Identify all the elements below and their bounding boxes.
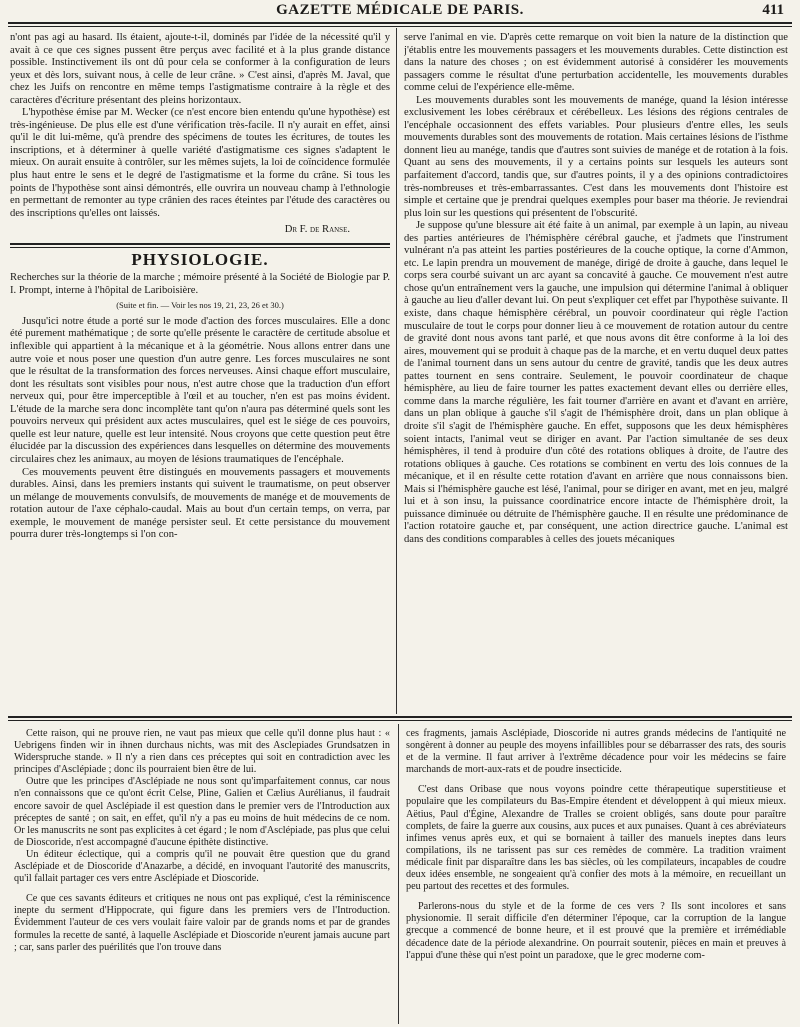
feuilleton-rule [8,716,792,721]
paragraph: Parlerons-nous du style et de la forme de ces vers ? Ils sont incolores et sans physionomie. Il serait difficile d'en déterminer l'époque, car la corruption de la langue grecque a commencé de bonne heure, et il est prouvé que la première et irrémédiable décadence date de la période alexandrine. On pourrait soutenir, pièces en main et preuves à l'appui d'une thèse qui n'est point un paradoxe, que le grec moderne com- [406,901,786,961]
feuilleton-right-column [406,728,786,1024]
section-rule [10,243,390,248]
spacer [406,893,786,901]
author-signature: Dr F. de Ranse. [284,224,350,236]
paragraph: Jusqu'ici notre étude a porté sur le mode d'action des forces musculaires. Elle a donc été purement mathématique ; de sorte qu'elle présente le caractère de certitude absolue et inflexible qui appartient à la mécanique et à la géométrie. Nous allons entrer dans une autre voie et nous poser une question d'un autre genre. Les forces musculaires ne sont que le résultat de la transformation des forces nerveuses. Ainsi chaque effort musculaire, dont les résultats sont visibles pour nous, n'est autre chose que la traduction d'un effort nerveux qui, pour être imperceptible à l'œil et au toucher, n'en est pas moins évident. L'étude de la marche sera donc incomplète tant qu'on n'aura pas déterminé quels sont les pouvoirs nerveux qui président aux actes musculaires, quel est le siége de ces pouvoirs, quelle est leur nature, quelle est leur intensité. Nous croyons que cette question peut être élucidée par la discussion des expériences dans lesquelles on détermine des mouvements circulaires chez les animaux, au moyen de lésions traumatiques de l'encéphale. [10,315,390,465]
article-heading: Recherches sur la théorie de la marche ; mémoire présenté à la Société de Biologie par P. I. Prompt, interne à l'hôpital de Lariboisière. [10,272,390,296]
continuation-note: (Suite et fin. — Voir les nos 19, 21, 23, 26 et 30.) [116,300,284,311]
column-divider [396,28,397,714]
paragraph: Ces mouvements peuvent être distingués en mouvements passagers et mouvements durables. Ainsi, dans les premiers instants qui suivent le traumatisme, on peut observer un mélange de mouvements convulsifs, de mouvements de manége et de mouvements de rotation autour de l'axe céphalo-caudal. Mais au bout d'un certain temps, on verra, par exemple, le mouvement de manége persister seul. Et cette persistance du mouvement pourra durer très-longtemps si l'on con- [10,466,390,541]
paragraph: C'est dans Oribase que nous voyons poindre cette thérapeutique superstitieuse et populaire que les compilateurs du Bas-Empire étendent et développent à qui mieux mieux. Aëtius, Paul d'Égine, Alexandre de Tralles se croient obligés, sans doute pour paraître complets, de faire la guerre aux cousins, aux puces et aux punaises. Quant à ces abréviateurs infimes venus après eux, et qui se bornaient à tailler des manuels ineptes dans leurs compilations, ils ne tarissent pas sur ces remèdes de commère. La tradition vraiment médicale finit par disparaître dans les bas siècles, où les compilateurs, incapables de coudre deux idées ensemble, ne songeaient qu'à confier des mots à la mémoire, en recueillant un peu partout des recettes et des formules. [406,784,786,893]
paragraph: Ce que ces savants éditeurs et critiques ne nous ont pas expliqué, c'est la réminiscence inepte du serment d'Hippocrate, qui figure dans les premiers vers de l'Introduction. Évidemment l'auteur de ces vers voulait faire valoir par de grands noms et par de grandes formules la recette de santé, à laquelle Asclépiade et Dioscoride n'eurent jamais aucune part ; car, sans parler des puérilités que l'on trouve dans [14,893,390,953]
journal-title: GAZETTE MÉDICALE DE PARIS. [276,2,524,18]
paragraph: n'ont pas agi au hasard. Ils étaient, ajoute-t-il, dominés par l'idée de la nécessité qu'il y avait à ce que ces signes pussent être perçus avec facilité et à la plus grande distance possible. Instinctivement ils ont dû pour cela se conformer à la configuration de leurs yeux et dès lors, suivant nous, à celle de leur crâne. » C'est ainsi, d'après M. Javal, que chez les Juifs on rencontre en même temps l'astigmatisme contraire à la règle et des caractères d'écriture présentant des pleins horizontaux. [10,32,390,106]
footer-column-divider [398,724,399,1024]
paragraph: serve l'animal en vie. D'après cette remarque on voit bien la nature de la distinction que j'établis entre les mouvements passagers et les mouvements durables. Cette distinction est dans la nature des choses ; on est évidemment autorisé à considérer les mouvements passagers comme le résultat d'une perturbation accidentelle, les mouvements durables comme celui de l'expérience elle-même. [404,32,788,94]
paragraph: Je suppose qu'une blessure ait été faite à un animal, par exemple à un lapin, au niveau des parties antérieures de l'hémisphère cérébral gauche, et j'admets que l'instrument vulnérant n'a pas atteint les parties postérieures de la couche optique, la corne d'Ammon, etc. Le lapin prendra un mouvement de manége, dirigé de droite à gauche, dans lequel le corps sera courbé suivant un arc ayant sa concavité à gauche. Ce mouvement n'est autre chose qu'un entraînement vers la gauche, une impulsion qui détermine l'animal à obliquer à gauche au lieu d'aller devant lui. On peut s'expliquer cet effet par l'hypothèse suivante. Il existe, dans chaque hémisphère cérébral, un pouvoir coordinateur qui règle l'action musculaire de tout le corps pour donner lieu à ce mouvement de rotation autour du centre de gravité dont nous avons tant parlé, et que nous avons dit être conforme à la loi des aires, mouvement qui se produit à chaque pas de la marche, et en vertu duquel deux pattes de l'animal tournent dans un sens autour du centre de gravité, tandis que les deux autres pattes tournent en sens contraire. Seulement, le pouvoir coordinateur de chaque hémisphère, au lieu de faire tourner les pattes exactement devant elles ou derrière elles, comme dans la marche régulière, les fait tourner d'arrière en avant et d'avant en arrière, dans un plan oblique à gauche s'il s'agit de l'hémisphère droit, dans un plan oblique à droite s'il s'agit de l'hémisphère gauche. En effet, supposons que les deux hémisphères soient intacts, l'animal veut se diriger en avant. Par l'action simultanée de ses deux hémisphères, il tend à produire d'un côté des rotations obliques à droite, de l'autre des rotations obliques à gauche. Ces rotations se combinent en vertu des lois connues de la mécanique, et il en résulte cette rotation d'avant en arrière que nous connaissons bien. Mais si l'hémisphère gauche est lésé, l'animal, pour se diriger en avant, met en jeu, malgré lui et à son insu, la puissance coordinatrice encore intacte de l'hémisphère droit, la puissance diminuée ou détruite de l'hémisphère gauche. Il en résulte une prédominance de l'action rotatoire gauche et, par conséquent, une action directrice gauche. L'animal est dans des conditions comparables à celles des jouets mécaniques [404,220,788,545]
feuilleton-left-column [14,728,390,1024]
left-column [10,32,390,712]
spacer [14,885,390,893]
paragraph: Un éditeur éclectique, qui a compris qu'il ne pouvait être question que du grand Asclépiade et de Dioscoride d'Anazarbe, a décidé, en invoquant l'autorité des manuscrits, qu'il fallait partager ces vers entre Asclépiade et Dioscoride. [14,848,390,885]
page-number: 411 [762,2,784,18]
page-header [10,0,790,24]
header-rule [8,22,792,27]
right-column [404,32,788,712]
paragraph: Outre que les principes d'Asclépiade ne nous sont qu'imparfaitement connus, car nous n'en connaissons que ce qu'ont écrit Celse, Pline, Galien et Cælius Aurélianus, il faudrait encore savoir de quel Asclépiade il est question dans le premier vers de l'Introduction aux préceptes de santé ; on sait, en effet, qu'il n'y a pas eu moins de huit médecins de ce nom. Or les manuscrits ne sont pas explicites à cet égard ; le nom d'Asclépiade, pas plus que celui de Dioscoride, n'est accompagné d'aucune épithète distinctive. [14,776,390,848]
paragraph: ces fragments, jamais Asclépiade, Dioscoride ni autres grands médecins de l'antiquité ne songèrent à donner au peuple des moyens infaillibles pour se débarrasser des rats, des souris et de la vermine. Il faut arriver à l'extrême décadence pour voir les médecins se faire marchands de mort-aux-rats et de poudre insecticide. [406,728,786,776]
spacer [406,776,786,784]
section-title: PHYSIOLOGIE. [131,249,269,269]
paragraph: Cette raison, qui ne prouve rien, ne vaut pas mieux que celle qu'il donne plus haut : « Uebrigens finden wir in ihnen durchaus nichts, was mit des Asclepiades Grundsatzen in Widerspruche stande. » Il n'y a rien dans ces préceptes qui soit en contradiction avec les principes d'Asclépiade ; donc ils pourraient bien être de lui. [14,728,390,776]
paragraph: Les mouvements durables sont les mouvements de manége, quand la lésion intéresse exclusivement les lobes cérébraux et cérébelleux. Les lésions des régions centrales de l'encéphale occasionnent des effets variables. Pour plusieurs d'entre elles, les seuls mouvements durables sont des mouvements de rotation. Mais certaines lésions de l'isthme donnent lieu au manége, tandis que d'autres sont suivies de manége et de rotation à la fois. Quant au sens des mouvements, il y a certains points sur lesquels les auteurs sont parfaitement d'accord, tandis que, sur d'autres points, il y a des opinions contradictoires très-nombreuses et très-embarrassantes. C'est dans les mouvements dont l'histoire est simple et certaine que je prendrai quelques exemples pour baser ma théorie. Je reviendrai plus loin sur les questions qui présentent de l'obscurité. [404,94,788,219]
paragraph: L'hypothèse émise par M. Wecker (ce n'est encore bien entendu qu'une hypothèse) est très-ingénieuse. De plus elle est d'une vérification très-facile. Il n'y aurait en effet, ainsi qu'il le dit lui-même, qu'à prendre des spécimens de toutes les écritures, de toutes les inscriptions, et à déterminer à quelle variété d'astigmatisme ces signes s'adaptent le mieux. On aurait ensuite à contrôler, sur les mêmes sujets, la loi de coïncidence formulée plus haut entre le sens et le degré de l'astigmatisme et la forme du crâne. Si tous les points de l'hypothèse sont ainsi démontrés, elle ouvrira un nouveau champ à l'ethnologie en permettant de remonter au type crânien des races éteintes par l'étude des caractères ou des inscriptions qu'elles ont laissés. [10,107,390,219]
